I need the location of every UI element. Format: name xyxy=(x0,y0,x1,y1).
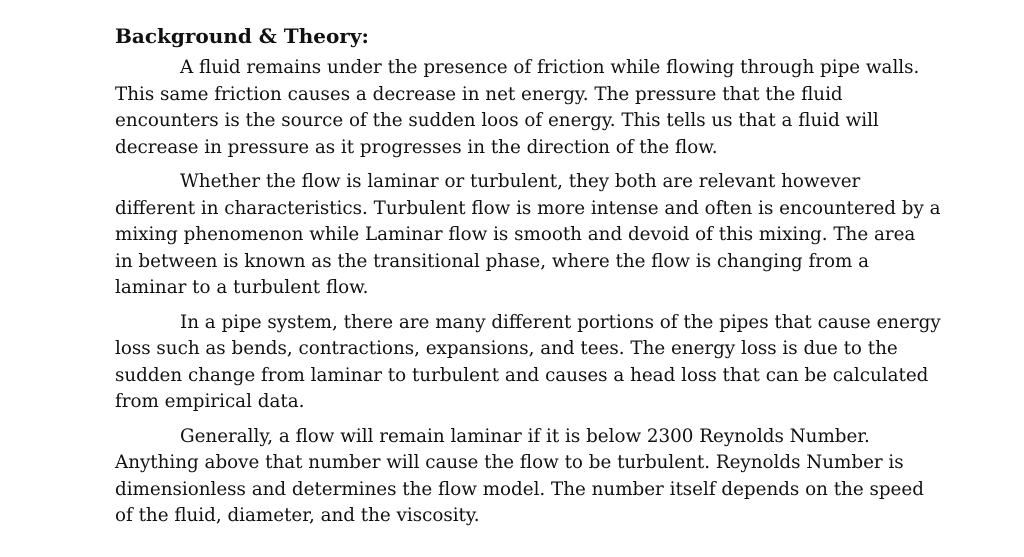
paragraph-line: different in characteristics. Turbulent flow is more intense and often is encountered by a xyxy=(115,197,941,219)
section-heading: Background & Theory: xyxy=(115,24,369,48)
paragraph-pipe-system xyxy=(115,310,975,416)
paragraph-friction xyxy=(115,55,975,161)
paragraph-line: Anything above that number will cause the flow to be turbulent. Reynolds Number is xyxy=(115,452,904,473)
paragraph-line: of the fluid, diameter, and the viscosity. xyxy=(115,505,480,526)
paragraph-line: from empirical data. xyxy=(115,391,305,412)
paragraph-line: Whether the flow is laminar or turbulent, they both are relevant however xyxy=(180,171,861,192)
paragraph-line: encounters is the source of the sudden loos of energy. This tells us that a fluid will xyxy=(115,110,879,131)
document-body xyxy=(115,22,975,538)
paragraph-line: laminar to a turbulent flow. xyxy=(115,277,369,298)
paragraph-line: in between is known as the transitional phase, where the flow is changing from a xyxy=(115,250,869,272)
paragraph-line: sudden change from laminar to turbulent and causes a head loss that can be calculated xyxy=(115,364,929,386)
paragraph-reynolds xyxy=(115,424,975,530)
paragraph-line: In a pipe system, there are many different portions of the pipes that cause energy xyxy=(180,311,941,333)
paragraph-line: dimensionless and determines the flow model. The number itself depends on the speed xyxy=(115,478,924,500)
paragraph-line: decrease in pressure as it progresses in the direction of the flow. xyxy=(115,136,718,158)
paragraph-line: This same friction causes a decrease in net energy. The pressure that the fluid xyxy=(115,83,843,105)
paragraph-line: A fluid remains under the presence of friction while flowing through pipe walls. xyxy=(180,57,920,78)
paragraph-line: Generally, a flow will remain laminar if it is below 2300 Reynolds Number. xyxy=(180,425,870,447)
paragraph-line: mixing phenomenon while Laminar flow is smooth and devoid of this mixing. The area xyxy=(115,224,916,245)
paragraph-flow-types xyxy=(115,169,975,302)
paragraph-line: loss such as bends, contractions, expansions, and tees. The energy loss is due to the xyxy=(115,338,898,359)
